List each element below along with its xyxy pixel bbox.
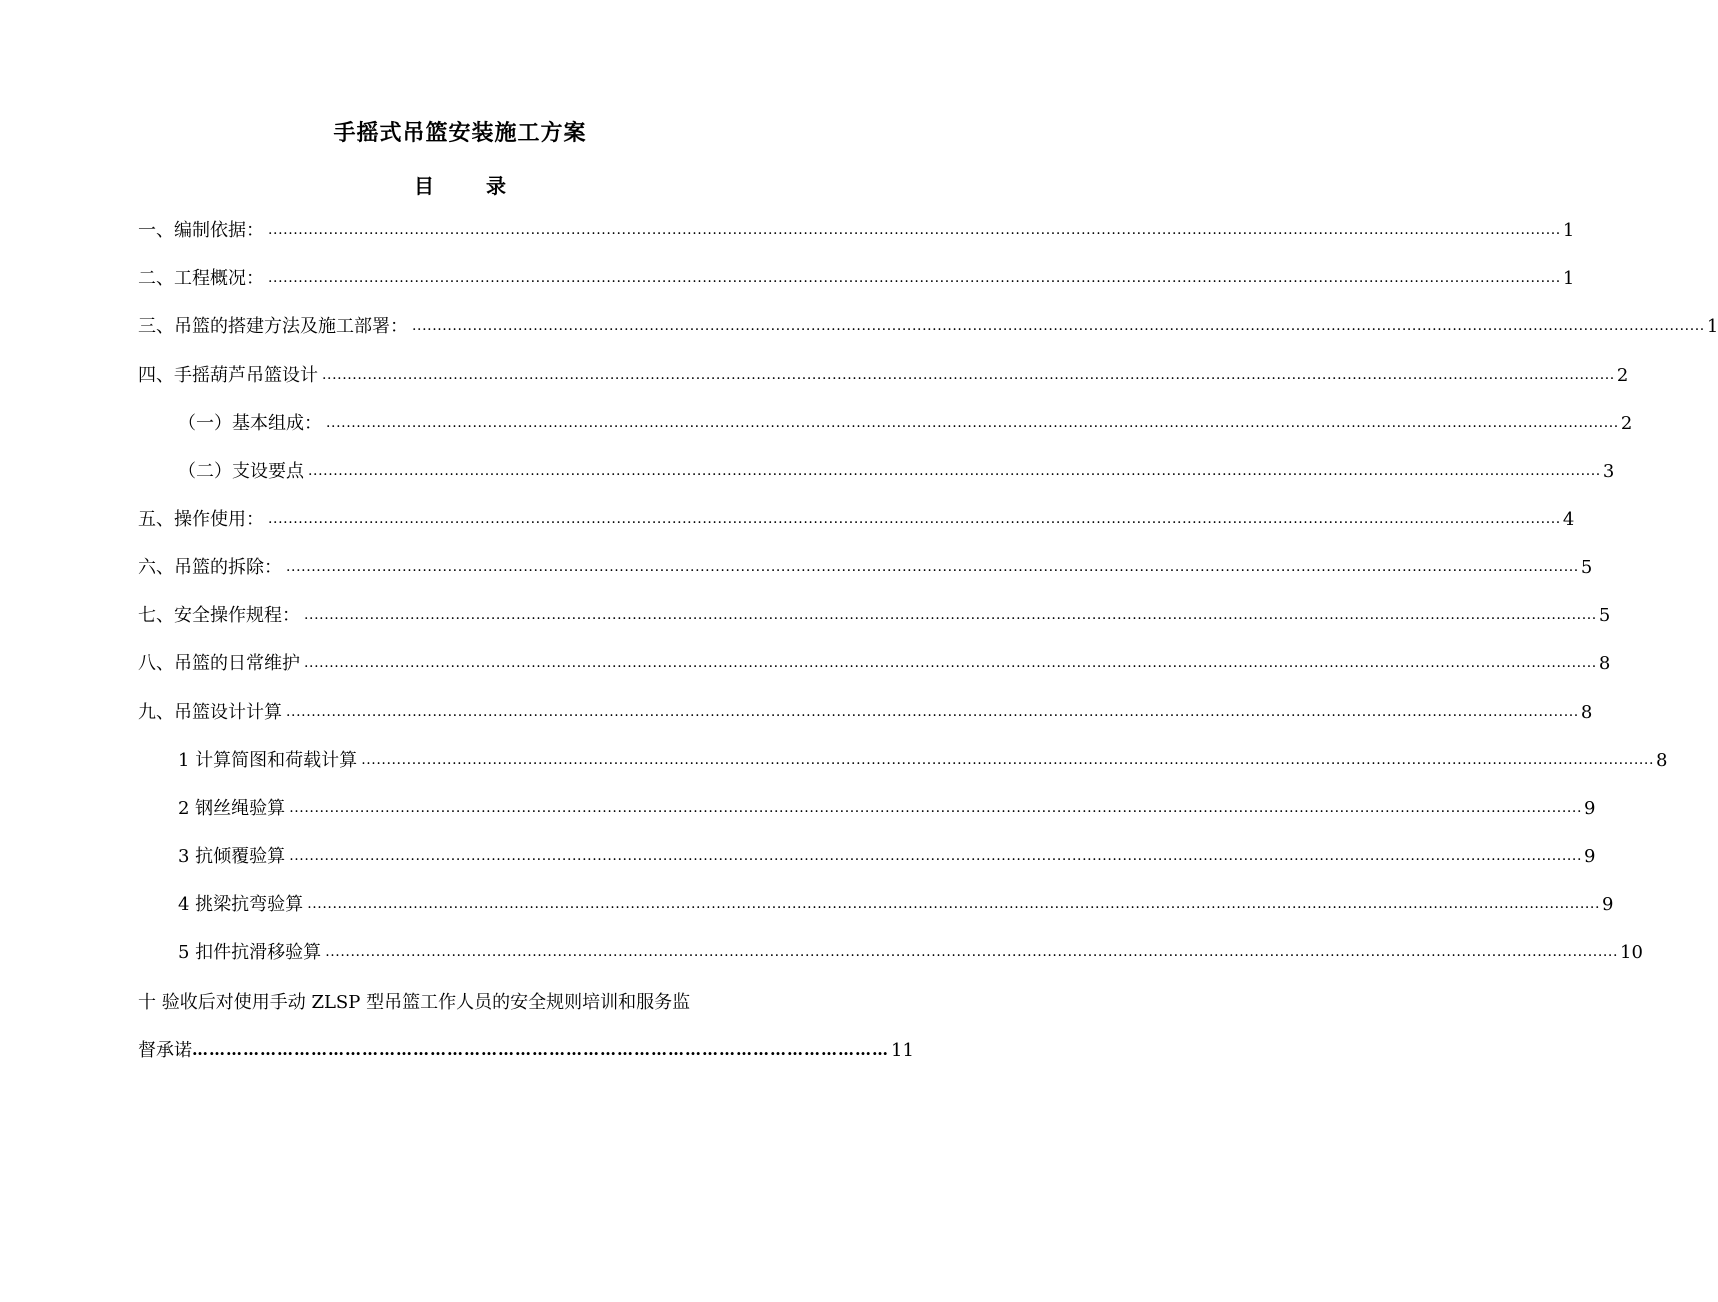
toc-entry-label: 二、工程概况： <box>138 268 264 289</box>
toc-entry[interactable] <box>138 314 1718 340</box>
document-title: 手摇式吊篮安装施工方案 <box>333 120 587 146</box>
toc-entry[interactable] <box>178 748 1668 774</box>
toc-entry-page: 2 <box>1620 413 1633 434</box>
toc-entry-page: 10 <box>1620 942 1643 963</box>
toc-entry-page: 9 <box>1584 798 1596 819</box>
toc-entry-label: 四、手摇葫芦吊篮设计 <box>138 365 318 386</box>
toc-entry-label: 1 计算简图和荷载计算 <box>178 750 358 771</box>
toc-entry-label: （一）基本组成： <box>178 413 322 434</box>
toc-entry[interactable] <box>178 940 1643 966</box>
toc-entry[interactable] <box>178 892 1614 918</box>
dot-leader: ................................................................................................................................................................................................................................................................ <box>326 415 1619 431</box>
toc-entry[interactable] <box>138 555 1593 581</box>
toc-entry-label: 八、吊篮的日常维护 <box>138 653 300 674</box>
toc-entry-multiline-first[interactable]: 十 验收后对使用手动 ZLSP 型吊篮工作人员的安全规则培训和服务监 <box>138 992 691 1013</box>
toc-entry[interactable] <box>138 363 1629 389</box>
toc-entry-label: 五、操作使用： <box>138 509 264 530</box>
toc-heading-left: 目 <box>414 174 434 198</box>
toc-entry[interactable] <box>138 603 1611 629</box>
toc-entry-page: 11 <box>891 1040 914 1061</box>
toc-entry-page: 8 <box>1580 702 1593 723</box>
dot-leader: ................................................................................................................................................................................................................................................................ <box>322 367 1615 383</box>
dot-leader: ................................................................................................................................................................................................................................................................ <box>361 752 1655 768</box>
toc-entry-page: 9 <box>1584 846 1596 867</box>
toc-entry[interactable] <box>138 218 1575 244</box>
toc-entry[interactable] <box>178 459 1615 485</box>
dot-leader: ................................................................................................................................................................................................................................................................ <box>307 896 1601 912</box>
toc-entry-label: 六、吊篮的拆除： <box>138 557 282 578</box>
dot-leader: ................................................................................................................................................................................................................................................................ <box>308 463 1601 479</box>
dot-leader: …………………………………………………………………………………………………………… <box>192 1040 889 1059</box>
toc-heading-right: 录 <box>486 174 506 198</box>
toc-entry-label: 3 抗倾覆验算 <box>178 846 286 867</box>
toc-entry[interactable] <box>178 844 1596 870</box>
toc-entry-label: （二）支设要点 <box>178 461 304 482</box>
toc-entry-label: 九、吊篮设计计算 <box>138 702 282 723</box>
dot-leader: ................................................................................................................................................................................................................................................................ <box>304 607 1597 623</box>
dot-leader: ................................................................................................................................................................................................................................................................ <box>412 318 1705 334</box>
dot-leader: ................................................................................................................................................................................................................................................................ <box>325 944 1619 960</box>
toc-entry-label: 4 挑梁抗弯验算 <box>178 894 304 915</box>
toc-entry-label: 督承诺 <box>138 1040 192 1061</box>
dot-leader: ................................................................................................................................................................................................................................................................ <box>268 222 1561 238</box>
toc-entry-page: 8 <box>1598 653 1611 674</box>
toc-entry-label: 2 钢丝绳验算 <box>178 798 286 819</box>
dot-leader: ................................................................................................................................................................................................................................................................ <box>286 704 1579 720</box>
toc-entry[interactable] <box>138 1038 914 1064</box>
toc-entry[interactable] <box>138 507 1575 533</box>
toc-entry-page: 3 <box>1602 461 1615 482</box>
toc-entry-label: 七、安全操作规程： <box>138 605 300 626</box>
toc-entry-page: 5 <box>1580 557 1593 578</box>
toc-entry[interactable] <box>138 700 1593 726</box>
dot-leader: ................................................................................................................................................................................................................................................................ <box>289 800 1583 816</box>
dot-leader: ................................................................................................................................................................................................................................................................ <box>268 270 1561 286</box>
toc-entry-page: 4 <box>1562 509 1575 530</box>
toc-entry-page: 1 <box>1562 220 1575 241</box>
toc-entry-page: 5 <box>1598 605 1611 626</box>
toc-entry-label: 5 扣件抗滑移验算 <box>178 942 322 963</box>
dot-leader: ................................................................................................................................................................................................................................................................ <box>304 655 1597 671</box>
dot-leader: ................................................................................................................................................................................................................................................................ <box>286 559 1579 575</box>
toc-entry-page: 9 <box>1602 894 1614 915</box>
toc-entry-page: 8 <box>1656 750 1668 771</box>
toc-entry-page: 1 <box>1706 316 1718 337</box>
toc-entry-label: 一、编制依据： <box>138 220 264 241</box>
dot-leader: ................................................................................................................................................................................................................................................................ <box>289 848 1583 864</box>
toc-entry-page: 1 <box>1562 268 1575 289</box>
toc-entry[interactable] <box>138 651 1611 677</box>
toc-entry-label: 三、吊篮的搭建方法及施工部署： <box>138 316 408 337</box>
toc-entry[interactable] <box>178 411 1633 437</box>
toc-entry[interactable] <box>138 266 1575 292</box>
toc-entry-page: 2 <box>1616 365 1629 386</box>
dot-leader: ................................................................................................................................................................................................................................................................ <box>268 511 1561 527</box>
toc-entry[interactable] <box>178 796 1596 822</box>
